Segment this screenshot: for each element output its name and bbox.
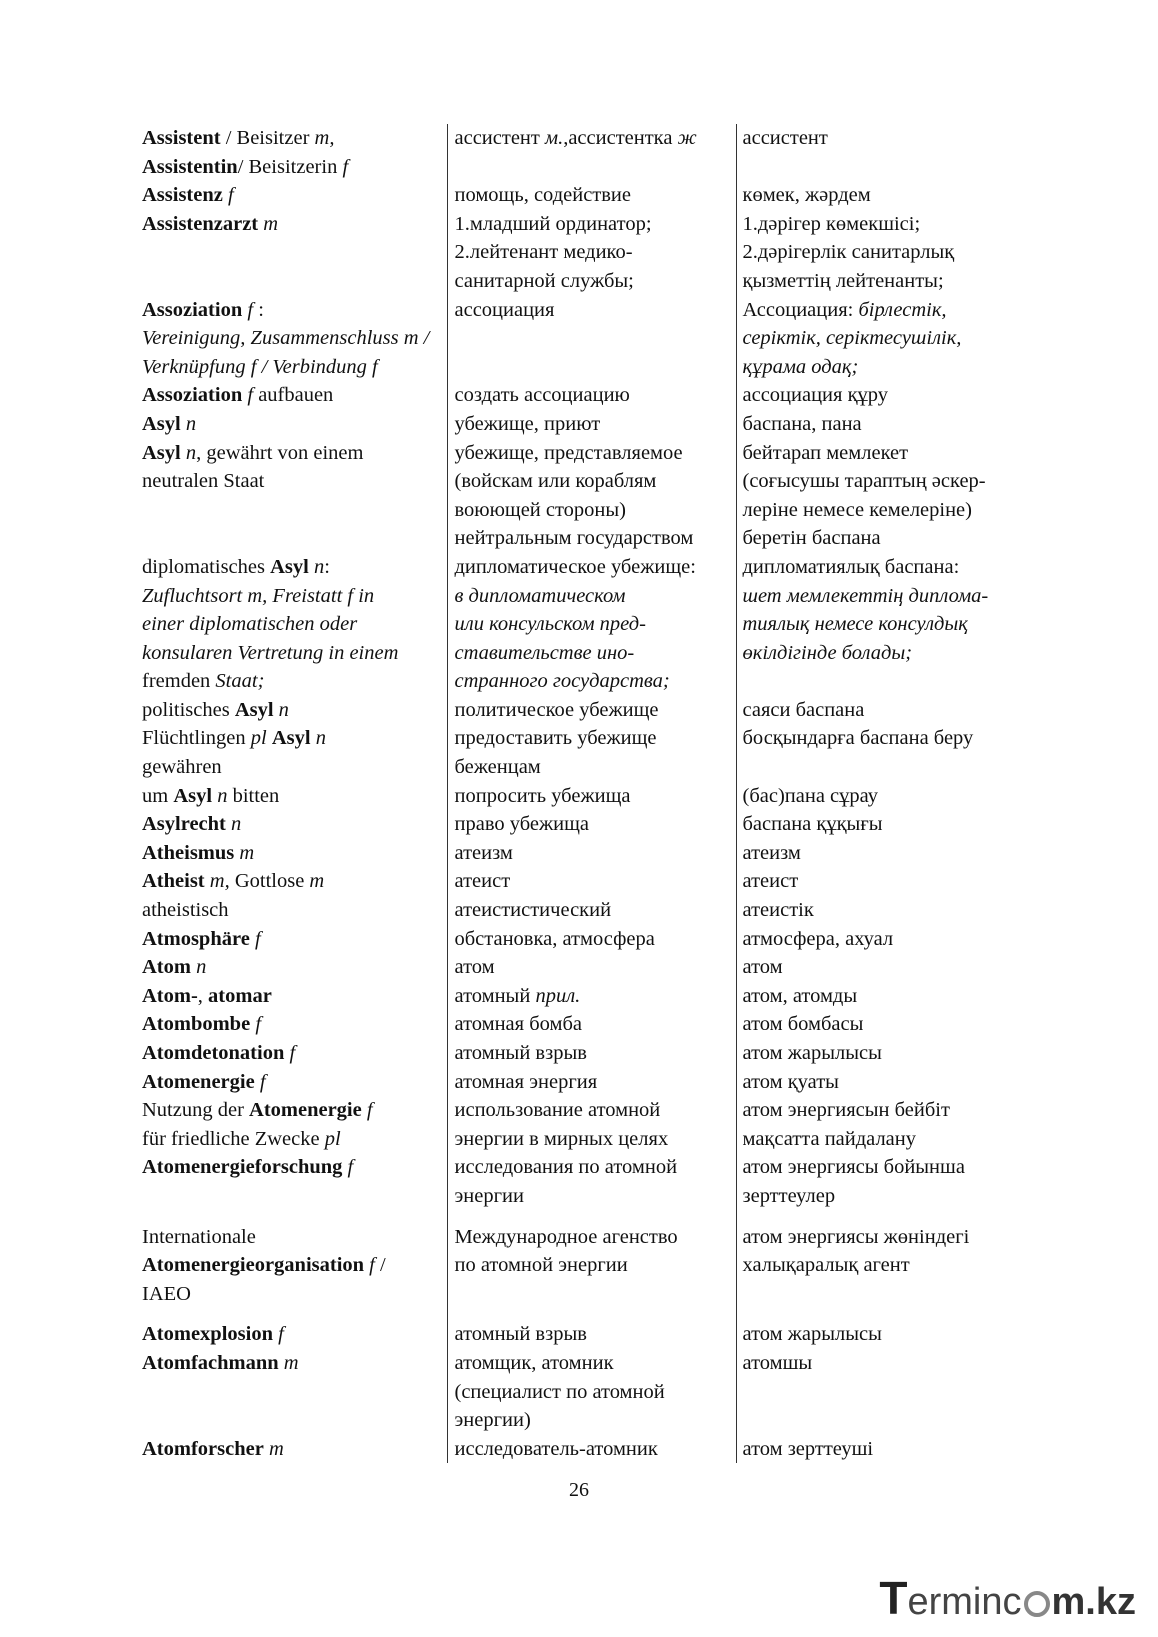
russian-translation: атомщик, атомник (специалист по атомной энергии) (447, 1349, 736, 1435)
kazakh-translation: Ассоциация: бірлестік, серіктік, серіктесушілік, құрама одақ; (736, 296, 1022, 382)
page-number: 26 (569, 1479, 589, 1501)
german-term: Assoziation f aufbauen (142, 384, 334, 407)
logo-letter-t: T (879, 1572, 908, 1624)
german-term: Assistenzarzt m (142, 212, 279, 235)
german-term: um Asyl n bitten (142, 784, 280, 807)
spacer-cell (447, 1211, 736, 1223)
dictionary-row (142, 1096, 1022, 1153)
russian-translation: исследования по атомной энергии (447, 1153, 736, 1210)
russian-translation: помощь, содействие (447, 181, 736, 210)
russian-translation: убежище, приют (447, 410, 736, 439)
russian-translation: попросить убежища (447, 782, 736, 811)
kazakh-translation: атомшы (736, 1349, 1022, 1435)
kazakh-translation: (бас)пана сұрау (736, 782, 1022, 811)
kazakh-translation: саяси баспана (736, 696, 1022, 725)
russian-translation: 1.младший ординатор; 2.лейтенант медико- санитарной службы; (447, 210, 736, 296)
russian-translation: атомная бомба (447, 1010, 736, 1039)
german-term: politisches Asyl n (142, 698, 289, 721)
dictionary-table (142, 124, 1022, 1463)
russian-translation: убежище, представляемое (войскам или кораблям воюющей стороны) нейтральным государством (447, 439, 736, 553)
russian-translation: право убежища (447, 810, 736, 839)
russian-translation: атом (447, 953, 736, 982)
dictionary-row (142, 953, 1022, 982)
german-term: Atmosphäre f (142, 927, 261, 950)
russian-translation: Международное агенство по атомной энергии (447, 1223, 736, 1309)
spacer-cell (142, 1308, 447, 1320)
german-term: Atomexplosion f (142, 1323, 284, 1346)
dictionary-row (142, 1068, 1022, 1097)
german-term: Nutzung der Atomenergie f für friedliche Zwecke pl (142, 1099, 373, 1150)
kazakh-translation: ассистент (736, 124, 1022, 181)
german-term: Flüchtlingen pl Asyl n gewähren (142, 727, 326, 779)
russian-translation: атеист (447, 867, 736, 896)
dictionary-row (142, 381, 1022, 410)
dictionary-row (142, 210, 1022, 296)
kazakh-translation: баспана, пана (736, 410, 1022, 439)
german-term: Atomenergieforschung f (142, 1156, 354, 1179)
german-term: Atomdetonation f (142, 1042, 296, 1064)
kazakh-translation: атом, атомды (736, 982, 1022, 1011)
russian-translation: политическое убежище (447, 696, 736, 725)
kazakh-translation: атом (736, 953, 1022, 982)
dictionary-row (142, 810, 1022, 839)
german-term: Atomenergie f (142, 1070, 266, 1093)
dictionary-row (142, 1039, 1022, 1068)
dictionary-row (142, 1320, 1022, 1349)
german-term: Atombombe f (142, 1013, 262, 1036)
dictionary-row (142, 724, 1022, 781)
dictionary-row (142, 1010, 1022, 1039)
spacer-cell (447, 1308, 736, 1320)
dictionary-row (142, 925, 1022, 954)
russian-translation: создать ассоциацию (447, 381, 736, 410)
dictionary-row (142, 782, 1022, 811)
german-term: Atomforscher m (142, 1437, 284, 1460)
kazakh-translation: бейтарап мемлекет (соғысушы тараптың әскер- леріне немесе кемелеріне) беретін баспана (736, 439, 1022, 553)
spacer-cell (142, 1211, 447, 1223)
german-term: Atomfachmann m (142, 1351, 299, 1374)
german-term: Asyl n, gewährt von einem neutralen Staat (142, 441, 364, 493)
kazakh-translation: атом зерттеуші (736, 1435, 1022, 1464)
kazakh-translation: 1.дәрігер көмекшісі; 2.дәрігерлік санитарлық қызметтің лейтенанты; (736, 210, 1022, 296)
row-spacer (142, 1308, 1022, 1320)
russian-translation: предоставить убежище беженцам (447, 724, 736, 781)
russian-translation: атомный прил. (447, 982, 736, 1011)
magnifier-icon (1024, 1591, 1050, 1617)
dictionary-row (142, 124, 1022, 181)
german-term: Asylrecht n (142, 813, 242, 836)
kazakh-translation: атом энергиясы жөніндегі халықаралық агент (736, 1223, 1022, 1309)
german-term: Assistenz f (142, 184, 234, 207)
german-term: Atom n (142, 956, 207, 979)
russian-translation: атомный взрыв (447, 1039, 736, 1068)
german-term: Atheist m, Gottlose m (142, 870, 325, 893)
german-term: diplomatisches Asyl n: Zufluchtsort m, Freistatt f in einer diplomatischen oder konsularen Vertretung in einem fremden Staat; (142, 555, 399, 693)
termincom-logo (879, 1572, 1136, 1625)
kazakh-translation: босқындарға баспана беру (736, 724, 1022, 781)
dictionary-row (142, 982, 1022, 1011)
dictionary-row (142, 181, 1022, 210)
dictionary-row (142, 839, 1022, 868)
dictionary-row (142, 1435, 1022, 1464)
russian-translation: использование атомной энергии в мирных целях (447, 1096, 736, 1153)
russian-translation: атомная энергия (447, 1068, 736, 1097)
spacer-cell (736, 1211, 1022, 1223)
dictionary-row (142, 296, 1022, 382)
kazakh-translation: баспана құқығы (736, 810, 1022, 839)
russian-translation: ассоциация (447, 296, 736, 382)
german-term: atheistisch (142, 899, 229, 922)
row-spacer (142, 1211, 1022, 1223)
russian-translation: атеизм (447, 839, 736, 868)
dictionary-row (142, 896, 1022, 925)
kazakh-translation: көмек, жәрдем (736, 181, 1022, 210)
russian-translation: обстановка, атмосфера (447, 925, 736, 954)
dictionary-row (142, 1223, 1022, 1309)
dictionary-row (142, 867, 1022, 896)
dictionary-row (142, 553, 1022, 696)
kazakh-translation: атом қуаты (736, 1068, 1022, 1097)
dictionary-row (142, 696, 1022, 725)
russian-translation: дипломатическое убежище: в дипломатическом или консульском пред- ставительстве ино- странного государства; (447, 553, 736, 696)
dictionary-body (142, 124, 1022, 1463)
russian-translation: атомный взрыв (447, 1320, 736, 1349)
spacer-cell (736, 1308, 1022, 1320)
german-term: Atom-, atomar (142, 984, 272, 1007)
dictionary-row (142, 1153, 1022, 1210)
kazakh-translation: атом жарылысы (736, 1320, 1022, 1349)
german-term: Internationale Atomenergieorganisation f / IAEO (142, 1225, 386, 1305)
russian-translation: исследователь-атомник (447, 1435, 736, 1464)
kazakh-translation: атмосфера, ахуал (736, 925, 1022, 954)
kazakh-translation: атеист (736, 867, 1022, 896)
logo-text-middle: erminc (907, 1581, 1022, 1623)
russian-translation: атеистистический (447, 896, 736, 925)
german-term: Assoziation f : Vereinigung, Zusammenschluss m / Verknüpfung f / Verbindung f (142, 298, 430, 378)
kazakh-translation: дипломатиялық баспана: шет мемлекеттің диплома- тиялық немесе консулдық өкілдігінде болады; (736, 553, 1022, 696)
dictionary-row (142, 439, 1022, 553)
german-term: Assistent / Beisitzer m, Assistentin/ Beisitzerin f (142, 127, 349, 178)
kazakh-translation: атеистік (736, 896, 1022, 925)
dictionary-row (142, 1349, 1022, 1435)
kazakh-translation: атом энергиясын бейбіт мақсатта пайдалану (736, 1096, 1022, 1153)
kazakh-translation: атом бомбасы (736, 1010, 1022, 1039)
kazakh-translation: атеизм (736, 839, 1022, 868)
russian-translation: ассистент м.,ассистентка ж (447, 124, 736, 181)
dictionary-row (142, 410, 1022, 439)
german-term: Asyl n (142, 412, 197, 435)
logo-text-end: m.kz (1051, 1581, 1136, 1623)
german-term: Atheismus m (142, 841, 255, 864)
kazakh-translation: ассоциация құру (736, 381, 1022, 410)
kazakh-translation: атом энергиясы бойынша зерттеулер (736, 1153, 1022, 1210)
kazakh-translation: атом жарылысы (736, 1039, 1022, 1068)
